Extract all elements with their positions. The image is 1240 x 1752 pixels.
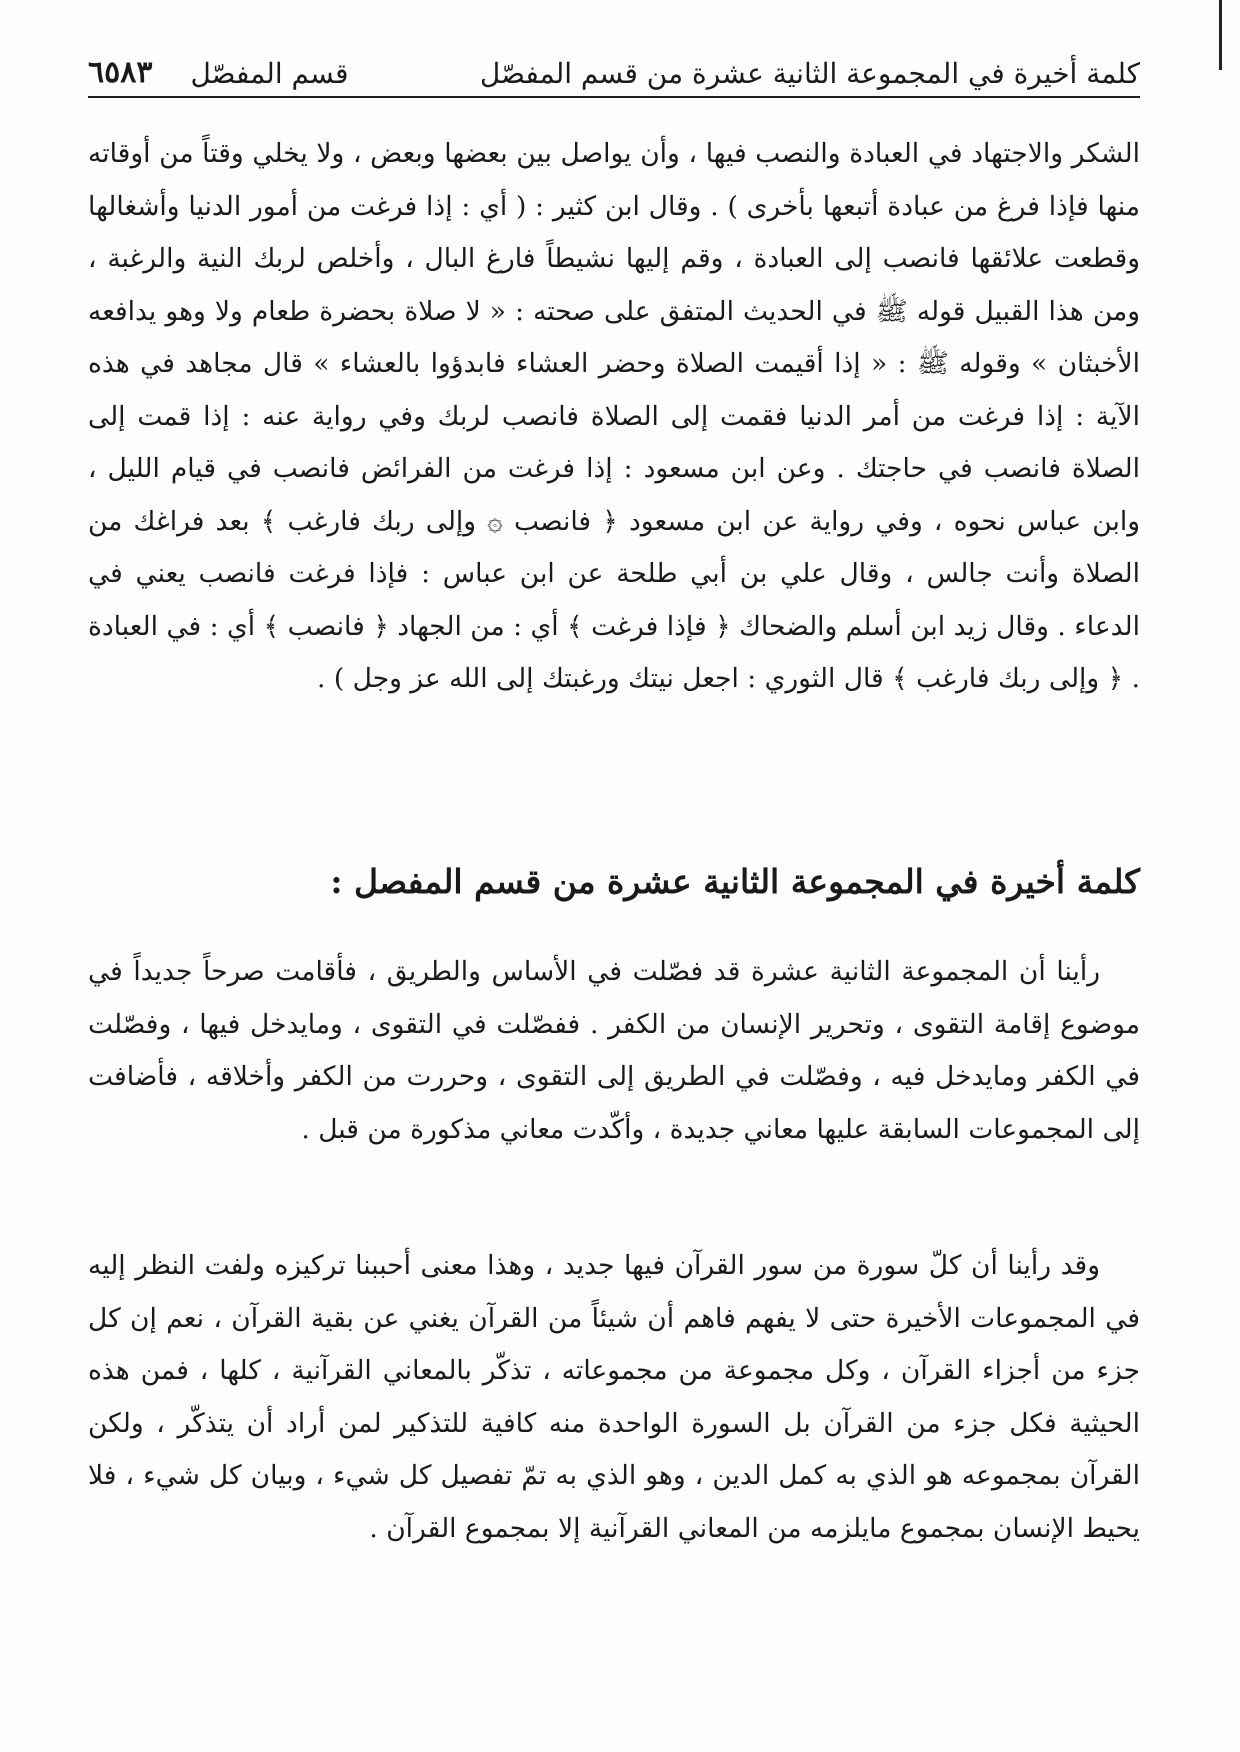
paragraph-1: الشكر والاجتهاد في العبادة والنصب فيها ، وأن يواصل بين بعضها وبعض ، ولا يخلي وقتاً من أوقاته منها فإذا فرغ من عبادة أتبعها بأخرى ) . وقال ابن كثير : ( أي : إذا فرغت من أمور الدنيا وأشغالها وقطعت علائقها فانصب إلى العبادة ، وقم إليها نشيطاً فارغ البال ، وأخلص لربك النية والرغبة ، ومن هذا القبيل قوله ﷺ في الحديث المتفق على صحته : « لا صلاة بحضرة طعام ولا وهو يدافعه الأخبثان » وقوله ﷺ : « إذا أقيمت الصلاة وحضر العشاء فابدؤوا بالعشاء » قال مجاهد في هذه الآية : إذا فرغت من أمر الدنيا فقمت إلى الصلاة فانصب لربك وفي رواية عنه : إذا قمت إلى الصلاة فانصب في حاجتك . وعن ابن مسعود : إذا فرغت من الفرائض فانصب في قيام الليل ، وابن عباس نحوه ، وفي رواية عن ابن مسعود ﴿ فانصب ۞ وإلى ربك فارغب ﴾ بعد فراغك من الصلاة وأنت جالس ، وقال علي بن أبي طلحة عن ابن عباس : فإذا فرغت فانصب يعني في الدعاء . وقال زيد ابن أسلم والضحاك ﴿ فإذا فرغت ﴾ أي : من الجهاد ﴿ فانصب ﴾ أي : في العبادة . ﴿ وإلى ربك فارغب ﴾ قال الثوري : اجعل نيتك ورغبتك إلى الله عز وجل ) .: [88, 138, 1140, 694]
section-heading: كلمة أخيرة في المجموعة الثانية عشرة من قسم المفصل :: [330, 862, 1140, 901]
page-edge-mark: [1219, 0, 1222, 70]
running-header: [88, 42, 1140, 90]
header-rule: [88, 96, 1140, 98]
header-left-group: [88, 55, 349, 90]
header-section: قسم المفصّل: [190, 57, 349, 90]
page-number: ٦٥٨٣: [88, 55, 153, 90]
paragraph-3: وقد رأينا أن كلّ سورة من سور القرآن فيها جديد ، وهذا معنى أحببنا تركيزه ولفت النظر إليه في المجموعات الأخيرة حتى لا يفهم فاهم أن شيئاً من القرآن يغني عن بقية القرآن ، نعم إن كل جزء من أجزاء القرآن ، وكل مجموعة من مجموعاته ، تذكّر بالمعاني القرآنية ، كلها ، فمن هذه الحيثية فكل جزء من القرآن بل السورة الواحدة منه كافية للتذكير لمن أراد أن يتذكّر ، ولكن القرآن بمجموعه هو الذي به كمل الدين ، وهو الذي به تمّ تفصيل كل شيء ، وبيان كل شيء ، فلا يحيط الإنسان بمجموع مايلزمه من المعاني القرآنية إلا بمجموع القرآن .: [88, 1250, 1140, 1544]
header-title: كلمة أخيرة في المجموعة الثانية عشرة من قسم المفصّل: [479, 57, 1140, 90]
paragraph-2: رأينا أن المجموعة الثانية عشرة قد فصّلت في الأساس والطريق ، فأقامت صرحاً جديداً في موضوع إقامة التقوى ، وتحرير الإنسان من الكفر . ففصّلت في التقوى ، ومايدخل فيها ، وفصّلت في الكفر ومايدخل فيه ، وفصّلت في الطريق إلى التقوى ، وحررت من الكفر وأخلاقه ، فأضافت إلى المجموعات السابقة عليها معاني جديدة ، وأكّدت معاني مذكورة من قبل .: [88, 956, 1140, 1145]
